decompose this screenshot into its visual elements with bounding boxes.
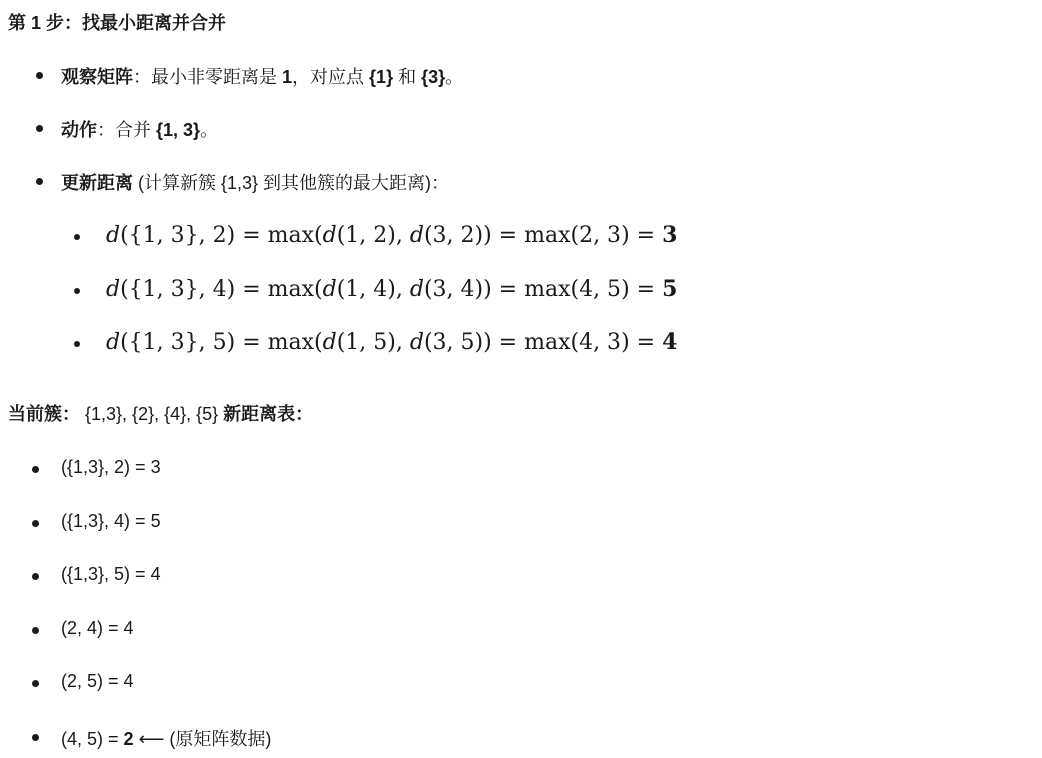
equals: = [130, 564, 151, 584]
bullet-dot [32, 573, 39, 580]
sub-bullet-dot [74, 288, 80, 294]
distance-row [61, 457, 161, 478]
bullet-dot [32, 734, 39, 741]
and-text: 和 [393, 67, 422, 87]
table-label: 新距离表： [223, 404, 314, 424]
update-item [61, 169, 449, 195]
observe-item [61, 63, 463, 89]
update-label: 更新距离 [61, 173, 133, 193]
cluster-list: {1,3}, {2}, {4}, {5} [80, 404, 224, 424]
bullet-dot [36, 72, 43, 79]
formula-result: 3 [662, 222, 678, 248]
period: 。 [200, 120, 219, 140]
action-item [61, 116, 218, 142]
equals: = [103, 618, 124, 638]
current-clusters [8, 400, 313, 426]
equals: = [130, 457, 151, 477]
distance-row [61, 511, 161, 532]
current-label: 当前簇： [8, 404, 80, 424]
distance-row [61, 618, 134, 639]
formula-target: 5 [212, 330, 227, 355]
formula-result: 5 [662, 276, 678, 302]
step-heading: 第 1 步：找最小距离并合并 [8, 13, 227, 33]
bullet-dot [36, 178, 43, 185]
separator: ： [133, 67, 151, 87]
distance-value: 5 [150, 511, 161, 531]
formula-max-args: 4, 3 [579, 330, 622, 355]
equals: = [103, 671, 124, 691]
sub-bullet-dot [74, 234, 80, 240]
pair: ({1,3}, 5) [61, 564, 131, 584]
left-arrow-icon: ⟵ [138, 729, 165, 749]
distance-value: 4 [123, 671, 134, 691]
pair: ({1,3}, 4) [61, 511, 131, 531]
formula-result: 4 [662, 329, 678, 355]
source-note: (原矩阵数据) [169, 729, 272, 749]
formula-2: d({1, 3}, 4) = max(d(1, 4), d(3, 4)) = max(4, 5) = 5 [106, 276, 678, 302]
pair: (4, 5) [61, 729, 104, 749]
equals: = [130, 511, 151, 531]
formula-3: d({1, 3}, 5) = max(d(1, 5), d(3, 5)) = max(4, 3) = 4 [106, 329, 678, 355]
bullet-dot [32, 680, 39, 687]
pair: ({1,3}, 2) [61, 457, 131, 477]
distance-value: 2 [123, 729, 134, 749]
distance-value: 4 [150, 564, 161, 584]
distance-row [61, 671, 134, 692]
formula-target: 2 [212, 223, 227, 248]
bullet-dot [36, 125, 43, 132]
bullet-dot [32, 520, 39, 527]
merged-cluster: {1, 3} [156, 120, 201, 140]
observe-text-2: ，对应点 [292, 67, 370, 87]
distance-value: 4 [123, 618, 134, 638]
min-distance-value: 1 [282, 67, 293, 87]
point-1: {1} [369, 67, 394, 87]
distance-value: 3 [150, 457, 161, 477]
observe-text: 最小非零距离是 [151, 67, 283, 87]
action-text: 合并 [115, 120, 157, 140]
observe-label: 观察矩阵 [61, 67, 133, 87]
formula-target: 4 [212, 277, 227, 302]
distance-row [61, 564, 161, 585]
period: 。 [445, 67, 464, 87]
action-label: 动作 [61, 120, 97, 140]
bullet-dot [32, 466, 39, 473]
formula-1: d({1, 3}, 2) = max(d(1, 2), d(3, 2)) = max(2, 3) = 3 [106, 222, 678, 248]
pair: (2, 4) [61, 618, 104, 638]
separator: ： [97, 120, 115, 140]
point-3: {3} [421, 67, 446, 87]
equals: = [103, 729, 124, 749]
update-note: (计算新簇 {1,3} 到其他簇的最大距离)： [133, 173, 450, 193]
pair: (2, 5) [61, 671, 104, 691]
distance-row [61, 725, 271, 751]
formula-max-args: 4, 5 [579, 277, 622, 302]
formula-max-args: 2, 3 [579, 223, 622, 248]
sub-bullet-dot [74, 341, 80, 347]
bullet-dot [32, 627, 39, 634]
